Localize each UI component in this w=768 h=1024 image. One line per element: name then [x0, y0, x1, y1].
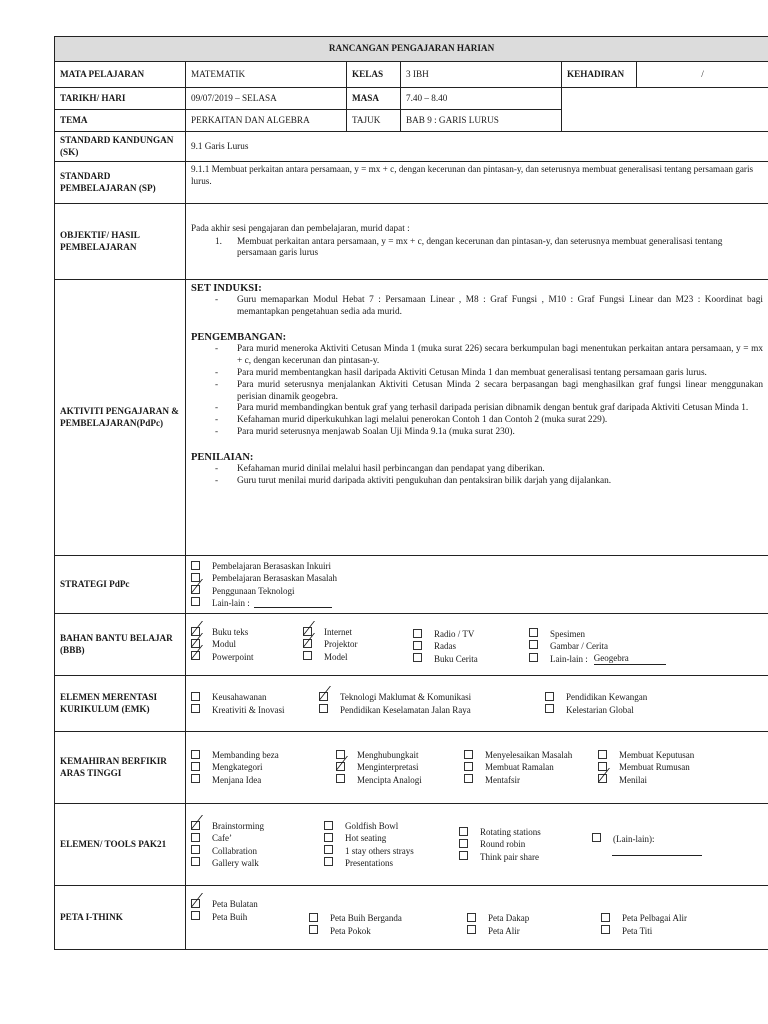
objektif-text: Membuat perkaitan antara persamaan, y = mx + c, dengan kecerunan dan pintasan-y, dan seterusnya membuat generalisasi tentang persamaan garis lurus: [237, 236, 723, 259]
checkbox-icon[interactable]: [191, 774, 200, 783]
option-label: Pendidikan Kewangan: [566, 692, 648, 703]
option-label: Menilai: [619, 774, 647, 785]
option-membuat-ramalan[interactable]: [464, 761, 598, 773]
blank-line[interactable]: [612, 845, 702, 856]
kelas-label: KELAS: [347, 62, 401, 88]
option-model[interactable]: [303, 651, 413, 663]
checked-checkbox-icon[interactable]: [303, 639, 312, 648]
bbb-cell: [186, 614, 768, 676]
option-label: Mengkategori: [212, 762, 263, 773]
option-label: Brainstorming: [212, 821, 264, 832]
option-membuat-keputusan[interactable]: [598, 749, 728, 761]
checkbox-icon[interactable]: [191, 704, 200, 713]
option-label: Rotating stations: [480, 827, 541, 838]
strategi-cell: [186, 556, 768, 614]
checkbox-icon[interactable]: [336, 750, 345, 759]
sk-label: STANDARD KANDUNGAN (SK): [55, 132, 186, 162]
checked-checkbox-icon[interactable]: [191, 651, 200, 660]
option-label: Collabration: [212, 845, 257, 856]
option-peta-pokok[interactable]: [309, 925, 467, 937]
option-label: Menyelesaikan Masalah: [485, 750, 573, 761]
option-label: Membuat Ramalan: [485, 762, 554, 773]
option-collabration[interactable]: [191, 845, 324, 857]
blank-line[interactable]: [254, 598, 332, 608]
option-label: Spesimen: [550, 628, 585, 639]
bbb-col-2: [303, 626, 413, 662]
pak21-label: ELEMEN/ TOOLS PAK21: [55, 804, 186, 886]
bbb-col-3: [413, 624, 529, 664]
lesson-plan-table: [54, 36, 768, 950]
option-label: Menghubungkait: [357, 750, 419, 761]
option-label: Round robin: [480, 839, 526, 850]
document-title: RANCANGAN PENGAJARAN HARIAN: [55, 37, 768, 62]
option-lain-lain[interactable]: [191, 597, 763, 609]
checkbox-icon[interactable]: [413, 653, 422, 662]
checkbox-icon[interactable]: [598, 762, 607, 771]
checked-checkbox-icon[interactable]: [598, 774, 607, 783]
objektif-intro: Pada akhir sesi pengajaran dan pembelajaran, murid dapat :: [191, 223, 410, 234]
option-label: Projektor: [324, 639, 358, 650]
checkbox-icon[interactable]: [191, 573, 200, 582]
option-label: Buku teks: [212, 627, 249, 638]
checkbox-icon[interactable]: [459, 851, 468, 860]
objektif-list: [191, 237, 763, 260]
option-label: Lain-lain :: [550, 653, 588, 664]
tema-value: PERKAITAN DAN ALGEBRA: [186, 110, 347, 132]
option-label: Mentafsir: [485, 774, 520, 785]
lain-lain-value[interactable]: Geogebra: [594, 652, 666, 665]
objektif-item: [191, 237, 763, 260]
option-peta-bulatan[interactable]: [191, 898, 309, 910]
option-keusahawanan[interactable]: [191, 691, 319, 703]
objektif-number: 1.: [215, 236, 222, 247]
empty-cell: [562, 88, 768, 132]
option-peta-titi[interactable]: [601, 925, 731, 937]
checkbox-icon[interactable]: [529, 628, 538, 637]
checkbox-icon[interactable]: [598, 750, 607, 759]
pak21-grid: [191, 820, 763, 869]
option-penggunaan-teknologi[interactable]: [191, 585, 763, 597]
option-label: Presentations: [345, 857, 393, 868]
option-label: Lain-lain :: [212, 597, 250, 608]
option-mencipta-analogi[interactable]: [336, 774, 464, 786]
ithink-col-1: [191, 898, 309, 922]
checkbox-icon[interactable]: [303, 651, 312, 660]
emk-grid: [191, 691, 763, 715]
option-label: Membanding beza: [212, 750, 279, 761]
emk-label: ELEMEN MERENTASI KURIKULUM (EMK): [55, 676, 186, 732]
pak21-col-4: [592, 833, 722, 856]
option-label: Powerpoint: [212, 651, 254, 662]
option-presentations[interactable]: [324, 857, 459, 869]
checkbox-icon[interactable]: [309, 913, 318, 922]
ithink-col-3: [467, 898, 601, 936]
checkbox-icon[interactable]: [529, 653, 538, 662]
bbb-label: BAHAN BANTU BELAJAR (BBB): [55, 614, 186, 676]
checkbox-icon[interactable]: [459, 827, 468, 836]
list-item: - Kefahaman murid diperkukuhkan lagi melalui penerokan Contoh 1 dan Contoh 2 (muka surat 229).: [191, 415, 763, 427]
ithink-grid: [191, 898, 763, 936]
checkbox-icon[interactable]: [324, 845, 333, 854]
checked-checkbox-icon[interactable]: [336, 762, 345, 771]
option-label: Goldfish Bowl: [345, 821, 399, 832]
emk-col-2: [319, 691, 545, 715]
option-goldfish-bowl[interactable]: [324, 820, 459, 832]
strategi-label: STRATEGI PdPc: [55, 556, 186, 614]
masa-value: 7.40 – 8.40: [401, 88, 562, 110]
option-projektor[interactable]: [303, 638, 413, 650]
tema-label: TEMA: [55, 110, 186, 132]
option-menyelesaikan-masalah[interactable]: [464, 749, 598, 761]
ithink-cell: [186, 886, 768, 950]
checkbox-icon[interactable]: [601, 925, 610, 934]
checked-checkbox-icon[interactable]: [319, 692, 328, 701]
option-label: Think pair share: [480, 851, 539, 862]
kbat-col-2: [336, 749, 464, 785]
option-menilai[interactable]: [598, 774, 728, 786]
checked-checkbox-icon[interactable]: [303, 627, 312, 636]
kbat-label: KEMAHIRAN BERFIKIR ARAS TINGGI: [55, 732, 186, 804]
mata-pelajaran-value: MATEMATIK: [186, 62, 347, 88]
bbb-grid: [191, 624, 763, 665]
option-round-robin[interactable]: [459, 838, 592, 850]
sk-value: 9.1 Garis Lurus: [186, 132, 768, 162]
set-induksi-title: SET INDUKSI:: [191, 283, 262, 294]
checkbox-icon[interactable]: [459, 839, 468, 848]
option-label: Internet: [324, 627, 352, 638]
option-label: Keusahawanan: [212, 692, 267, 703]
checked-checkbox-icon[interactable]: [191, 639, 200, 648]
option-gambar-cerita[interactable]: [529, 640, 689, 652]
list-item: - Kefahaman murid dinilai melalui hasil perbincangan dan pendapat yang diberikan.: [191, 464, 763, 476]
option-membanding-beza[interactable]: [191, 749, 336, 761]
bbb-col-4: [529, 624, 689, 665]
option-label: Teknologi Maklumat & Komunikasi: [340, 692, 472, 703]
option-label: Peta Alir: [488, 925, 520, 936]
option-label: Peta Bulatan: [212, 899, 258, 910]
checkbox-icon[interactable]: [309, 925, 318, 934]
option-menjana-idea[interactable]: [191, 774, 336, 786]
checkbox-icon[interactable]: [324, 857, 333, 866]
emk-col-1: [191, 691, 319, 715]
checkbox-icon[interactable]: [601, 913, 610, 922]
option-pendidikan-kewangan[interactable]: [545, 691, 705, 703]
option-label: Menjana Idea: [212, 774, 262, 785]
tajuk-value: BAB 9 : GARIS LURUS: [401, 110, 562, 132]
ithink-label: PETA I-THINK: [55, 886, 186, 950]
emk-col-3: [545, 691, 705, 715]
option-pembelajaran-berasaskan-masalah[interactable]: [191, 572, 763, 584]
bbb-col-1: [191, 626, 303, 662]
option-label: Kreativiti & Inovasi: [212, 704, 285, 715]
ithink-col-4: [601, 898, 731, 936]
penilaian-title: PENILAIAN:: [191, 452, 254, 464]
kbat-cell: [186, 732, 768, 804]
checkbox-icon[interactable]: [319, 704, 328, 713]
option-label: Gambar / Cerita: [550, 640, 608, 651]
option-label: Peta Pelbagai Alir: [622, 913, 687, 924]
checkbox-icon[interactable]: [413, 641, 422, 650]
checkbox-icon[interactable]: [191, 750, 200, 759]
option-label: Kelestarian Global: [566, 704, 634, 715]
option-lain-lain[interactable]: [592, 833, 722, 845]
checked-checkbox-icon[interactable]: [191, 821, 200, 830]
penilaian-list: [191, 464, 763, 488]
checkbox-icon[interactable]: [191, 561, 200, 570]
option-label: (Lain-lain):: [613, 833, 655, 844]
checkbox-icon[interactable]: [191, 597, 200, 606]
checkbox-icon[interactable]: [413, 629, 422, 638]
aktiviti-label: AKTIVITI PENGAJARAN & PEMBELAJARAN(PdPc): [55, 280, 186, 556]
option-think-pair-share[interactable]: [459, 851, 592, 863]
option-label: 1 stay others strays: [345, 845, 414, 856]
tarikh-label: TARIKH/ HARI: [55, 88, 186, 110]
checkbox-icon[interactable]: [464, 750, 473, 759]
option-1-stay-others-strays[interactable]: [324, 845, 459, 857]
checkbox-icon[interactable]: [464, 774, 473, 783]
kbat-col-1: [191, 749, 336, 785]
option-mentafsir[interactable]: [464, 774, 598, 786]
checkbox-icon[interactable]: [545, 692, 554, 701]
option-label: Peta Buih: [212, 911, 248, 922]
objektif-label: OBJEKTIF/ HASIL PEMBELAJARAN: [55, 204, 186, 280]
option-label: Menginterpretasi: [357, 762, 419, 773]
option-label: Peta Pokok: [330, 925, 371, 936]
option-label: Membuat Rumusan: [619, 762, 690, 773]
tajuk-label: TAJUK: [347, 110, 401, 132]
checkbox-icon[interactable]: [467, 913, 476, 922]
option-label: Hot seating: [345, 833, 387, 844]
option-lain-lain[interactable]: [529, 652, 689, 665]
checked-checkbox-icon[interactable]: [191, 585, 200, 594]
kehadiran-label: KEHADIRAN: [562, 62, 637, 88]
list-item: - Para murid seterusnya menjalankan Aktiviti Cetusan Minda 2 secara berpasangan bagi menghasilkan graf fungsi linear menggunakan perisian dinamik geogebra.: [191, 380, 763, 404]
set-induksi-list: [191, 295, 763, 319]
option-spesimen[interactable]: [529, 628, 689, 640]
checkbox-icon[interactable]: [324, 821, 333, 830]
checkbox-icon[interactable]: [336, 774, 345, 783]
aktiviti-cell: [186, 280, 768, 556]
option-peta-buih[interactable]: [191, 911, 309, 923]
option-menginterpretasi[interactable]: [336, 761, 464, 773]
option-mengkategori[interactable]: [191, 761, 336, 773]
option-peta-buih-berganda[interactable]: [309, 912, 467, 924]
objektif-cell: [186, 204, 768, 280]
list-item: - Para murid meneroka Aktiviti Cetusan Minda 1 (muka surat 226) secara berkumpulan bagi menentukan perkaitan antara persamaan, y = mx + c, dengan kecerunan dan pintasan-y.: [191, 344, 763, 368]
option-label: Membuat Keputusan: [619, 750, 695, 761]
option-kelestarian-global[interactable]: [545, 704, 705, 716]
option-peta-pelbagai-alir[interactable]: [601, 912, 731, 924]
checkbox-icon[interactable]: [191, 911, 200, 920]
kbat-grid: [191, 749, 763, 785]
pengembangan-title: PENGEMBANGAN:: [191, 331, 287, 343]
option-label: Pendidikan Keselamatan Jalan Raya: [340, 704, 471, 715]
strategi-options: [191, 560, 763, 609]
option-peta-dakap[interactable]: [467, 912, 601, 924]
kehadiran-value: /: [637, 62, 768, 88]
emk-cell: [186, 676, 768, 732]
masa-label: MASA: [347, 88, 401, 110]
checkbox-icon[interactable]: [545, 704, 554, 713]
pengembangan-list: [191, 344, 763, 439]
checked-checkbox-icon[interactable]: [191, 627, 200, 636]
tarikh-value: 09/07/2019 – SELASA: [186, 88, 347, 110]
option-label: Cafe’: [212, 833, 232, 844]
option-label: Modul: [212, 639, 237, 650]
sp-value: 9.1.1 Membuat perkaitan antara persamaan, y = mx + c, dengan kecerunan dan pintasan-y, dan seterusnya membuat generalisasi tentang persamaan garis lurus.: [186, 162, 768, 204]
checkbox-icon[interactable]: [467, 925, 476, 934]
option-radio-tv[interactable]: [413, 628, 529, 640]
option-label: Penggunaan Teknologi: [212, 585, 295, 596]
checkbox-icon[interactable]: [191, 845, 200, 854]
ithink-col-2: [309, 898, 467, 936]
option-label: Peta Dakap: [488, 913, 530, 924]
checkbox-icon[interactable]: [191, 833, 200, 842]
option-cafe[interactable]: [191, 832, 324, 844]
option-hot-seating[interactable]: [324, 832, 459, 844]
option-rotating-stations[interactable]: [459, 826, 592, 838]
kbat-col-3: [464, 749, 598, 785]
option-peta-alir[interactable]: [467, 925, 601, 937]
checkbox-icon[interactable]: [191, 857, 200, 866]
option-buku-cerita[interactable]: [413, 653, 529, 665]
option-radas[interactable]: [413, 640, 529, 652]
option-gallery-walk[interactable]: [191, 857, 324, 869]
checkbox-icon[interactable]: [191, 762, 200, 771]
option-powerpoint[interactable]: [191, 651, 303, 663]
pak21-col-3: [459, 826, 592, 862]
list-item: - Guru turut menilai murid daripada aktiviti pengukuhan dan pentaksiran bilik darjah yang dijalankan.: [191, 476, 763, 488]
option-label: Mencipta Analogi: [357, 774, 422, 785]
option-kreativiti-inovasi[interactable]: [191, 704, 319, 716]
option-label: Peta Titi: [622, 925, 653, 936]
option-label: Pembelajaran Berasaskan Masalah: [212, 573, 337, 584]
kbat-col-4: [598, 749, 728, 785]
list-item: - Para murid membentangkan hasil daripada Aktiviti Cetusan Minda 1 dan membuat generalisasi tentang persamaan garis lurus.: [191, 368, 763, 380]
sp-label: STANDARD PEMBELAJARAN (SP): [55, 162, 186, 204]
pak21-cell: [186, 804, 768, 886]
option-label: Radas: [434, 641, 456, 652]
checkbox-icon[interactable]: [529, 640, 538, 649]
list-item: - Para murid seterusnya menjawab Soalan Uji Minda 9.1a (muka surat 230).: [191, 427, 763, 439]
option-pendidikan-keselamatan-jalan-raya[interactable]: [319, 704, 545, 716]
option-brainstorming[interactable]: [191, 820, 324, 832]
checkbox-icon[interactable]: [592, 833, 601, 842]
list-item: - Para murid membandingkan bentuk graf yang terhasil daripada perisian dibnamik dengan bentuk graf daripada Aktiviti Cetusan Minda 1.: [191, 403, 763, 415]
checkbox-icon[interactable]: [324, 833, 333, 842]
pak21-col-1: [191, 820, 324, 869]
mata-pelajaran-label: MATA PELAJARAN: [55, 62, 186, 88]
option-label: Buku Cerita: [434, 653, 478, 664]
list-item: - Guru memaparkan Modul Hebat 7 : Persamaan Linear , M8 : Graf Fungsi , M10 : Graf Fungsi Linear dan M23 : Koordinat bagi memantapkan pengetahuan sedia ada murid.: [191, 295, 763, 319]
option-label: Gallery walk: [212, 857, 259, 868]
checked-checkbox-icon[interactable]: [191, 899, 200, 908]
pak21-col-2: [324, 820, 459, 869]
checkbox-icon[interactable]: [191, 692, 200, 701]
option-label: Peta Buih Berganda: [330, 913, 402, 924]
option-pembelajaran-berasaskan-inkuiri[interactable]: [191, 560, 763, 572]
kelas-value: 3 IBH: [401, 62, 562, 88]
option-label: Model: [324, 651, 348, 662]
option-label: Pembelajaran Berasaskan Inkuiri: [212, 561, 331, 572]
checkbox-icon[interactable]: [464, 762, 473, 771]
option-teknologi-maklumat-komunikasi[interactable]: [319, 691, 545, 703]
option-label: Radio / TV: [434, 629, 475, 640]
